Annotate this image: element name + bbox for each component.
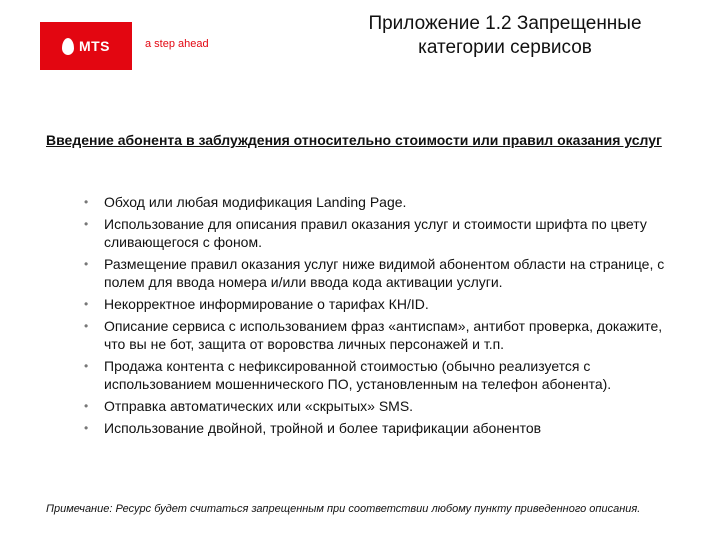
- list-item: • Отправка автоматических или «скрытых» SMS.: [84, 397, 684, 415]
- tagline: a step ahead: [145, 38, 209, 50]
- list-item: • Продажа контента с нефиксированной стоимостью (обычно реализуется с использованием мошеннического ПО, установленным на телефон абонента).: [84, 357, 684, 393]
- list-item: • Использование для описания правил оказания услуг и стоимости шрифта по цвету сливающегося с фоном.: [84, 215, 684, 251]
- list-item: • Размещение правил оказания услуг ниже видимой абонентом области на странице, с полем для ввода номера и/или ввода кода активации услуги.: [84, 255, 684, 291]
- list-item: • Некорректное информирование о тарифах КН/ID.: [84, 295, 684, 313]
- logo-text: MTS: [78, 38, 111, 54]
- list-item: • Описание сервиса с использованием фраз «антиспам», антибот проверка, докажите, что вы не бот, защита от воровства личных персонажей и т.п.: [84, 317, 684, 353]
- footnote: Примечание: Ресурс будет считаться запрещенным при соответствии любому пункту приведенного описания.: [46, 503, 641, 515]
- slide-title: Приложение 1.2 Запрещенные категории сервисов: [368, 13, 642, 58]
- section-heading: Введение абонента в заблуждения относительно стоимости или правил оказания услуг: [46, 132, 662, 148]
- mts-logo: [40, 22, 132, 70]
- bullet-list: [84, 193, 684, 441]
- list-item: • Использование двойной, тройной и более тарификации абонентов: [84, 419, 684, 437]
- egg-icon: [62, 38, 74, 55]
- list-item: • Обход или любая модификация Landing Page.: [84, 193, 684, 211]
